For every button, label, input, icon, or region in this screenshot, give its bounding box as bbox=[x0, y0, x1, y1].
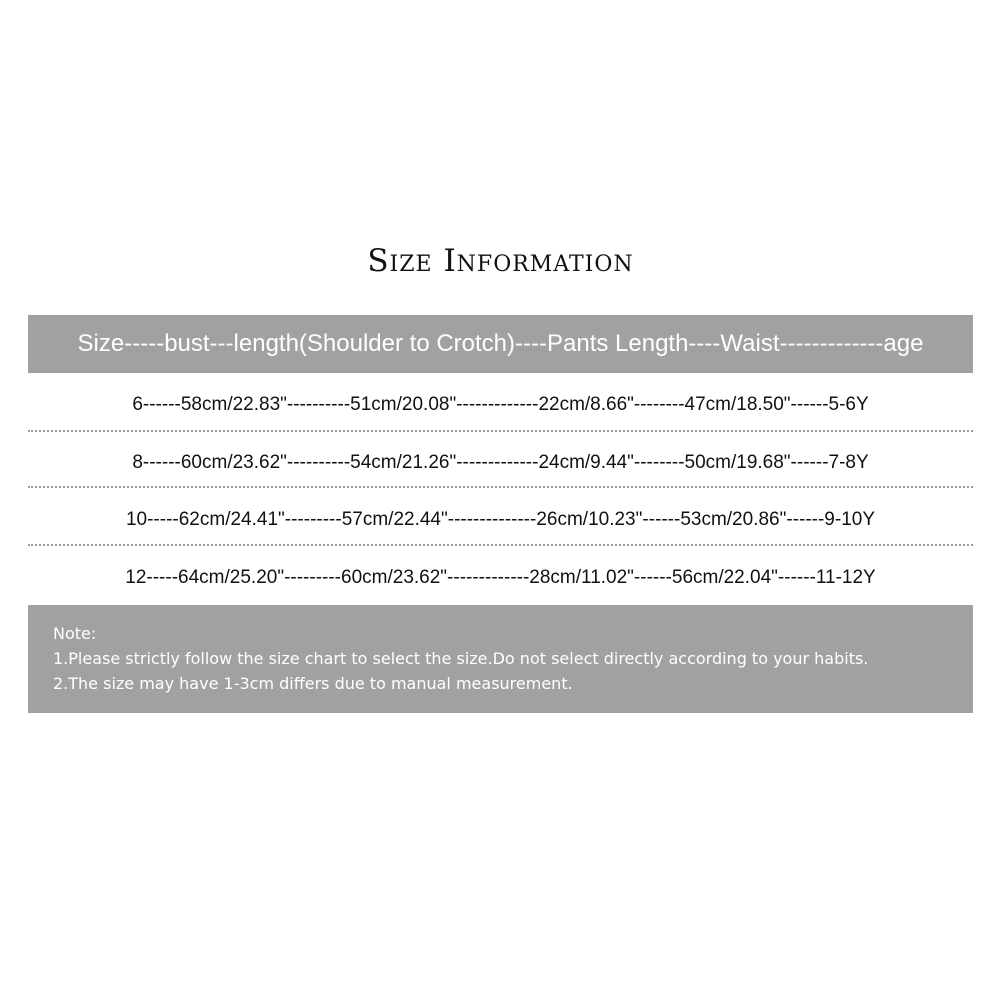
row-divider bbox=[28, 544, 973, 546]
page-title: Size Information bbox=[367, 243, 634, 279]
note-label: Note: bbox=[53, 624, 97, 643]
size-row-6: 6------58cm/22.83"----------51cm/20.08"-------------22cm/8.66"--------47cm/18.50"------5-6Y bbox=[132, 394, 869, 415]
size-table-header: Size-----bust---length(Shoulder to Crotch)----Pants Length----Waist-------------age bbox=[28, 315, 973, 373]
size-row-12: 12-----64cm/25.20"---------60cm/23.62"-------------28cm/11.02"------56cm/22.04"------11-12Y bbox=[125, 567, 876, 588]
note-box bbox=[28, 605, 973, 713]
note-line-1: 1.Please strictly follow the size chart to select the size.Do not select directly according to your habits. bbox=[53, 649, 869, 668]
size-row-8: 8------60cm/23.62"----------54cm/21.26"-------------24cm/9.44"--------50cm/19.68"------7-8Y bbox=[132, 452, 869, 473]
row-divider bbox=[28, 430, 973, 432]
note-line-2: 2.The size may have 1-3cm differs due to manual measurement. bbox=[53, 674, 573, 693]
size-row-10: 10-----62cm/24.41"---------57cm/22.44"--------------26cm/10.23"------53cm/20.86"------9-10Y bbox=[125, 509, 876, 530]
row-divider bbox=[28, 486, 973, 488]
